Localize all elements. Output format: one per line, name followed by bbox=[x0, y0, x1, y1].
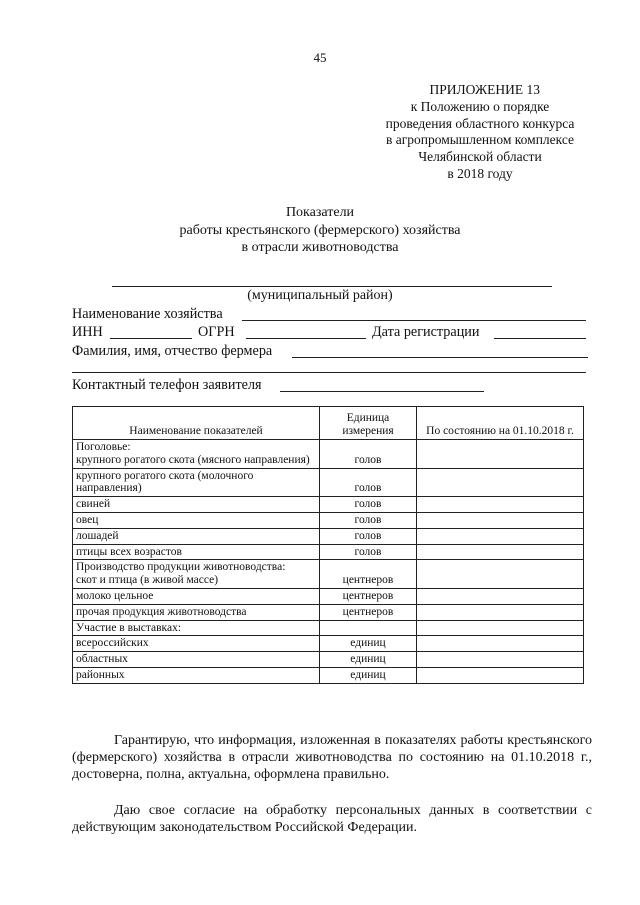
appendix-header bbox=[330, 82, 630, 183]
unit-cell: единиц bbox=[320, 636, 417, 652]
value-cell[interactable] bbox=[417, 667, 584, 683]
farmer-name-field-cont[interactable] bbox=[72, 372, 586, 373]
appendix-title: ПРИЛОЖЕНИЕ 13 bbox=[429, 82, 540, 97]
inn-label: ИНН bbox=[72, 324, 103, 340]
unit-cell: центнеров bbox=[320, 560, 417, 589]
appendix-line: в агропромышленном комплексе bbox=[385, 132, 575, 148]
farm-name-label: Наименование хозяйства bbox=[72, 306, 223, 322]
unit-cell: единиц bbox=[320, 652, 417, 668]
inn-field[interactable] bbox=[110, 338, 192, 339]
indicator-name-cell: Производство продукции животноводства: скот и птица (в живой массе) bbox=[73, 560, 320, 589]
table-row bbox=[73, 667, 584, 683]
title-line: Показатели bbox=[285, 205, 355, 220]
indicator-name-cell: Участие в выставках: bbox=[73, 620, 320, 636]
consent-text: Даю свое согласие на обработку персональных данных в соответствии с действующим законодательством Российской Федерации. bbox=[72, 803, 592, 835]
reg-date-label: Дата регистрации bbox=[372, 324, 480, 340]
phone-label: Контактный телефон заявителя bbox=[72, 377, 262, 393]
unit-cell: голов bbox=[320, 528, 417, 544]
indicator-name-cell: районных bbox=[73, 667, 320, 683]
value-cell[interactable] bbox=[417, 620, 584, 636]
unit-cell: центнеров bbox=[320, 604, 417, 620]
indicator-name-cell: птицы всех возрастов bbox=[73, 544, 320, 560]
indicator-name-cell: всероссийских bbox=[73, 636, 320, 652]
appendix-line: проведения областного конкурса bbox=[385, 115, 575, 131]
table-row bbox=[73, 544, 584, 560]
page-number: 45 bbox=[313, 50, 327, 65]
indicator-name-cell: прочая продукция животноводства bbox=[73, 604, 320, 620]
header-value: По состоянию на 01.10.2018 г. bbox=[417, 407, 584, 440]
table-row bbox=[73, 588, 584, 604]
value-cell[interactable] bbox=[417, 636, 584, 652]
reg-date-field[interactable] bbox=[494, 338, 586, 339]
table-row bbox=[73, 604, 584, 620]
indicator-name-cell: крупного рогатого скота (молочного направления) bbox=[73, 468, 320, 497]
appendix-line: к Положению о порядке bbox=[410, 98, 550, 114]
indicator-name-cell: Поголовье: крупного рогатого скота (мясного направления) bbox=[73, 440, 320, 469]
document-title bbox=[0, 204, 640, 257]
value-cell[interactable] bbox=[417, 544, 584, 560]
unit-cell: голов bbox=[320, 497, 417, 513]
value-cell[interactable] bbox=[417, 652, 584, 668]
unit-cell: голов bbox=[320, 512, 417, 528]
consent-paragraph bbox=[72, 802, 592, 836]
unit-cell: голов bbox=[320, 440, 417, 469]
guarantee-text: Гарантирую, что информация, изложенная в показателях работы крестьянского (фермерского) хозяйства в отрасли животноводства по состоянию на 01.10.2018 г., достоверна, полна, актуальна, оформлена правильно. bbox=[72, 733, 592, 782]
value-cell[interactable] bbox=[417, 468, 584, 497]
unit-cell: голов bbox=[320, 468, 417, 497]
ogrn-field[interactable] bbox=[246, 338, 366, 339]
table-header-row bbox=[73, 407, 584, 440]
header-indicator-name: Наименование показателей bbox=[73, 407, 320, 440]
appendix-line: Челябинской области bbox=[418, 149, 542, 165]
municipal-district-field[interactable] bbox=[112, 286, 552, 287]
unit-cell bbox=[320, 620, 417, 636]
header-unit: Единица измерения bbox=[320, 407, 417, 440]
value-cell[interactable] bbox=[417, 528, 584, 544]
farmer-name-field[interactable] bbox=[292, 357, 588, 358]
table-row bbox=[73, 440, 584, 469]
phone-field[interactable] bbox=[280, 391, 484, 392]
table-row bbox=[73, 620, 584, 636]
indicator-name-cell: лошадей bbox=[73, 528, 320, 544]
table-row bbox=[73, 652, 584, 668]
value-cell[interactable] bbox=[417, 560, 584, 589]
unit-cell: голов bbox=[320, 544, 417, 560]
table-row bbox=[73, 528, 584, 544]
value-cell[interactable] bbox=[417, 604, 584, 620]
unit-cell: центнеров bbox=[320, 588, 417, 604]
title-line: в отрасли животноводства bbox=[241, 240, 399, 255]
indicator-name-cell: областных bbox=[73, 652, 320, 668]
value-cell[interactable] bbox=[417, 588, 584, 604]
table-row bbox=[73, 560, 584, 589]
indicators-table bbox=[72, 406, 584, 684]
value-cell[interactable] bbox=[417, 497, 584, 513]
indicator-name-cell: свиней bbox=[73, 497, 320, 513]
unit-cell: единиц bbox=[320, 667, 417, 683]
title-line: работы крестьянского (фермерского) хозяйства bbox=[179, 222, 461, 238]
appendix-line: в 2018 году bbox=[447, 165, 513, 181]
indicator-name-cell: молоко цельное bbox=[73, 588, 320, 604]
farmer-name-label: Фамилия, имя, отчество фермера bbox=[72, 343, 273, 359]
table-row bbox=[73, 497, 584, 513]
table-row bbox=[73, 468, 584, 497]
table-row bbox=[73, 636, 584, 652]
farm-name-field[interactable] bbox=[242, 320, 586, 321]
indicator-name-cell: овец bbox=[73, 512, 320, 528]
municipal-district-label: (муниципальный район) bbox=[247, 288, 393, 303]
value-cell[interactable] bbox=[417, 440, 584, 469]
guarantee-paragraph bbox=[72, 732, 592, 783]
table-row bbox=[73, 512, 584, 528]
ogrn-label: ОГРН bbox=[198, 324, 235, 340]
value-cell[interactable] bbox=[417, 512, 584, 528]
